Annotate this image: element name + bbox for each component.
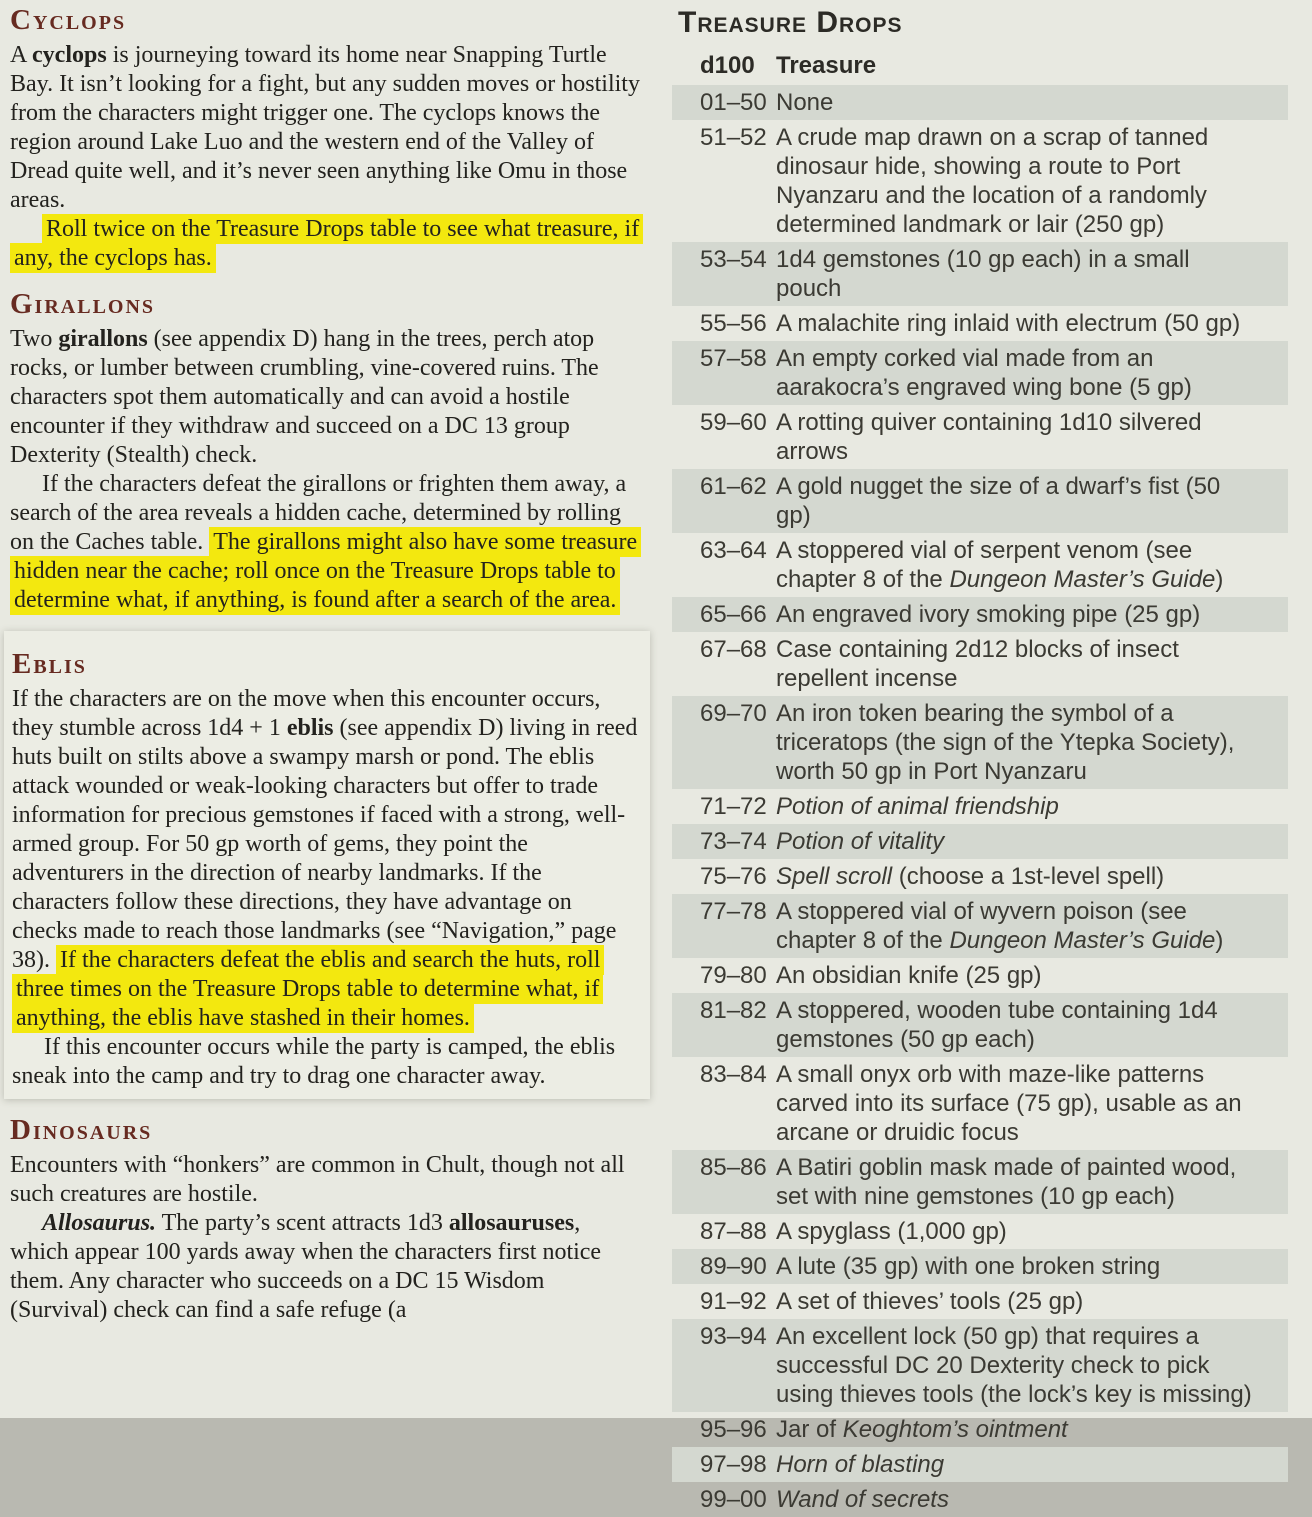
paragraph: If the characters are on the move when this encounter occurs, they stumble across 1d4 + 1 eblis (see appendix D) living in reed huts built on stilts above a swampy marsh or pond. The eblis attack wounded or weak-looking characters but offer to trade information for precious gemstones if faced with a strong, well-armed group. For 50 gp worth of gems, they point the adventurers in the direction of nearby landmarks. If the characters follow these directions, they have advantage on checks made to reach those landmarks (see “Navigation,” page 38). If the characters defeat the eblis and search the huts, roll three times on the Treasure Drops table to determine what, if anything, the eblis have stashed in their homes. [12,686,638,1031]
treasure-cell: Potion of animal friendship [776,793,1059,820]
table-title: Treasure Drops [678,6,903,39]
dice-range-cell: 95–96 [700,1416,767,1443]
treasure-cell: A stoppered vial of wyvern poison (see chapter 8 of the Dungeon Master’s Guide) [776,898,1224,954]
table-row [672,242,1288,306]
treasure-cell: A crude map drawn on a scrap of tanned dinosaur hide, showing a route to Port Nyanzaru and the location of a randomly determined landmark or lair (250 gp) [776,124,1209,238]
treasure-cell: A small onyx orb with maze-like patterns carved into its surface (75 gp), usable as an arcane or druidic focus [776,1061,1242,1146]
dice-range-cell: 61–62 [700,473,767,500]
table-header-row [672,48,1288,85]
highlighted-text: The girallons might also have some treasure hidden near the cache; roll once on the Treasure Drops table to determine what, if anything, is found after a search of the area. [10,527,641,615]
dice-range-cell: 79–80 [700,962,767,989]
left-column [10,0,642,1325]
table-row [672,1447,1288,1482]
table-row [672,1412,1288,1447]
table-row [672,1284,1288,1319]
table-row [672,341,1288,405]
table-row [672,632,1288,696]
treasure-cell: Case containing 2d12 blocks of insect repellent incense [776,636,1179,692]
table-row [672,1319,1288,1412]
treasure-cell: A Batiri goblin mask made of painted wood, set with nine gemstones (10 gp each) [776,1154,1237,1210]
table-row [672,958,1288,993]
paragraph: Two girallons (see appendix D) hang in the trees, perch atop rocks, or lumber between crumbling, vine-covered ruins. The characters spot them automatically and can avoid a hostile encounter if they withdraw and succeed on a DC 13 group Dexterity (Stealth) check. [10,326,599,468]
table-row [672,85,1288,120]
treasure-cell: An engraved ivory smoking pipe (25 gp) [776,601,1201,628]
treasure-cell: Spell scroll (choose a 1st-level spell) [776,863,1165,890]
treasure-cell: Jar of Keoghtom’s ointment [776,1416,1068,1443]
table-row [672,993,1288,1057]
treasure-cell: A set of thieves’ tools (25 gp) [776,1288,1084,1315]
table-row [672,597,1288,632]
dice-range-cell: 67–68 [700,636,767,663]
dice-range-cell: 87–88 [700,1218,767,1245]
column-header-treasure: Treasure [776,52,877,79]
section-girallons [10,288,642,615]
dice-range-cell: 89–90 [700,1253,767,1280]
section-heading: Cyclops [10,4,127,36]
paragraph: If the characters defeat the girallons or frighten them away, a search of the area reveals a hidden cache, determined by rolling on the Caches table. The girallons might also have some treasure hidden near the cache; roll once on the Treasure Drops table to determine what, if anything, is found after a search of the area. [10,470,642,615]
dice-range-cell: 99–00 [700,1486,767,1513]
section-eblis [4,631,650,1099]
treasure-cell: None [776,89,834,116]
treasure-drops-panel [672,6,1288,1517]
treasure-cell: An iron token bearing the symbol of a triceratops (the sign of the Ytepka Society), worth 50 gp in Port Nyanzaru [776,700,1235,785]
treasure-cell: An obsidian knife (25 gp) [776,962,1042,989]
table-row [672,306,1288,341]
treasure-cell: Wand of secrets [776,1486,949,1513]
treasure-cell: A malachite ring inlaid with electrum (50 gp) [776,310,1241,337]
dice-range-cell: 53–54 [700,246,767,273]
dice-range-cell: 83–84 [700,1061,767,1088]
paragraph: A cyclops is journeying toward its home near Snapping Turtle Bay. It isn’t looking for a fight, but any sudden moves or hostility from the characters might trigger one. The cyclops knows the region around Lake Luo and the western end of the Valley of Dread quite well, and it’s never seen anything like Omu in those areas. [10,42,640,213]
highlighted-text: Roll twice on the Treasure Drops table to see what treasure, if any, the cyclops has. [10,214,643,273]
table-row [672,789,1288,824]
dice-range-cell: 81–82 [700,997,767,1024]
dice-range-cell: 59–60 [700,409,767,436]
column-header-d100: d100 [700,52,755,79]
dice-range-cell: 55–56 [700,310,767,337]
treasure-cell: An excellent lock (50 gp) that requires a successful DC 20 Dexterity check to pick using thieves tools (the lock’s key is missing) [776,1323,1252,1408]
dice-range-cell: 71–72 [700,793,767,820]
table-body [672,85,1288,1517]
section-heading: Eblis [12,648,87,680]
table-row [672,1214,1288,1249]
paragraph: Encounters with “honkers” are common in Chult, though not all such creatures are hostile. [10,1152,625,1207]
treasure-cell: A gold nugget the size of a dwarf’s fist (50 gp) [776,473,1221,529]
dice-range-cell: 97–98 [700,1451,767,1478]
table-row [672,894,1288,958]
dice-range-cell: 57–58 [700,345,767,372]
table-row [672,120,1288,242]
paragraph: Allosaurus. The party’s scent attracts 1d3 allosauruses, which appear 100 yards away when the characters first notice them. Any character who succeeds on a DC 15 Wisdom (Survival) check can find a safe refuge (a [10,1210,602,1323]
dice-range-cell: 91–92 [700,1288,767,1315]
dice-range-cell: 73–74 [700,828,767,855]
treasure-cell: Potion of vitality [776,828,945,855]
paragraph [10,215,642,273]
dice-range-cell: 85–86 [700,1154,767,1181]
dice-range-cell: 77–78 [700,898,767,925]
dice-range-cell: 93–94 [700,1323,767,1350]
table-row [672,405,1288,469]
section-heading: Dinosaurs [10,1114,153,1146]
treasure-cell: A stoppered vial of serpent venom (see chapter 8 of the Dungeon Master’s Guide) [776,537,1224,593]
table-row [672,1057,1288,1150]
dice-range-cell: 75–76 [700,863,767,890]
treasure-cell: A spyglass (1,000 gp) [776,1218,1007,1245]
dice-range-cell: 69–70 [700,700,767,727]
table-row [672,1249,1288,1284]
treasure-cell: A rotting quiver containing 1d10 silvered arrows [776,409,1202,465]
dice-range-cell: 51–52 [700,124,767,151]
highlighted-text: If the characters defeat the eblis and search the huts, roll three times on the Treasure Drops table to determine what, if anything, the eblis have stashed in their homes. [12,945,604,1033]
table-row [672,469,1288,533]
table-row [672,1150,1288,1214]
table-row [672,1482,1288,1517]
section-heading: Girallons [10,288,156,320]
treasure-cell: A stoppered, wooden tube containing 1d4 gemstones (50 gp each) [776,997,1218,1053]
dice-range-cell: 01–50 [700,89,767,116]
section-dinosaurs [10,1114,642,1325]
section-cyclops [10,4,642,273]
treasure-cell: 1d4 gemstones (10 gp each) in a small pouch [776,246,1190,302]
treasure-cell: A lute (35 gp) with one broken string [776,1253,1161,1280]
treasure-cell: Horn of blasting [776,1451,945,1478]
dice-range-cell: 65–66 [700,601,767,628]
table-row [672,859,1288,894]
dice-range-cell: 63–64 [700,537,767,564]
table-row [672,824,1288,859]
treasure-cell: An empty corked vial made from an aarakocra’s engraved wing bone (5 gp) [776,345,1192,401]
table-row [672,696,1288,789]
table-row [672,533,1288,597]
paragraph: If this encounter occurs while the party is camped, the eblis sneak into the camp and try to drag one character away. [12,1034,616,1089]
